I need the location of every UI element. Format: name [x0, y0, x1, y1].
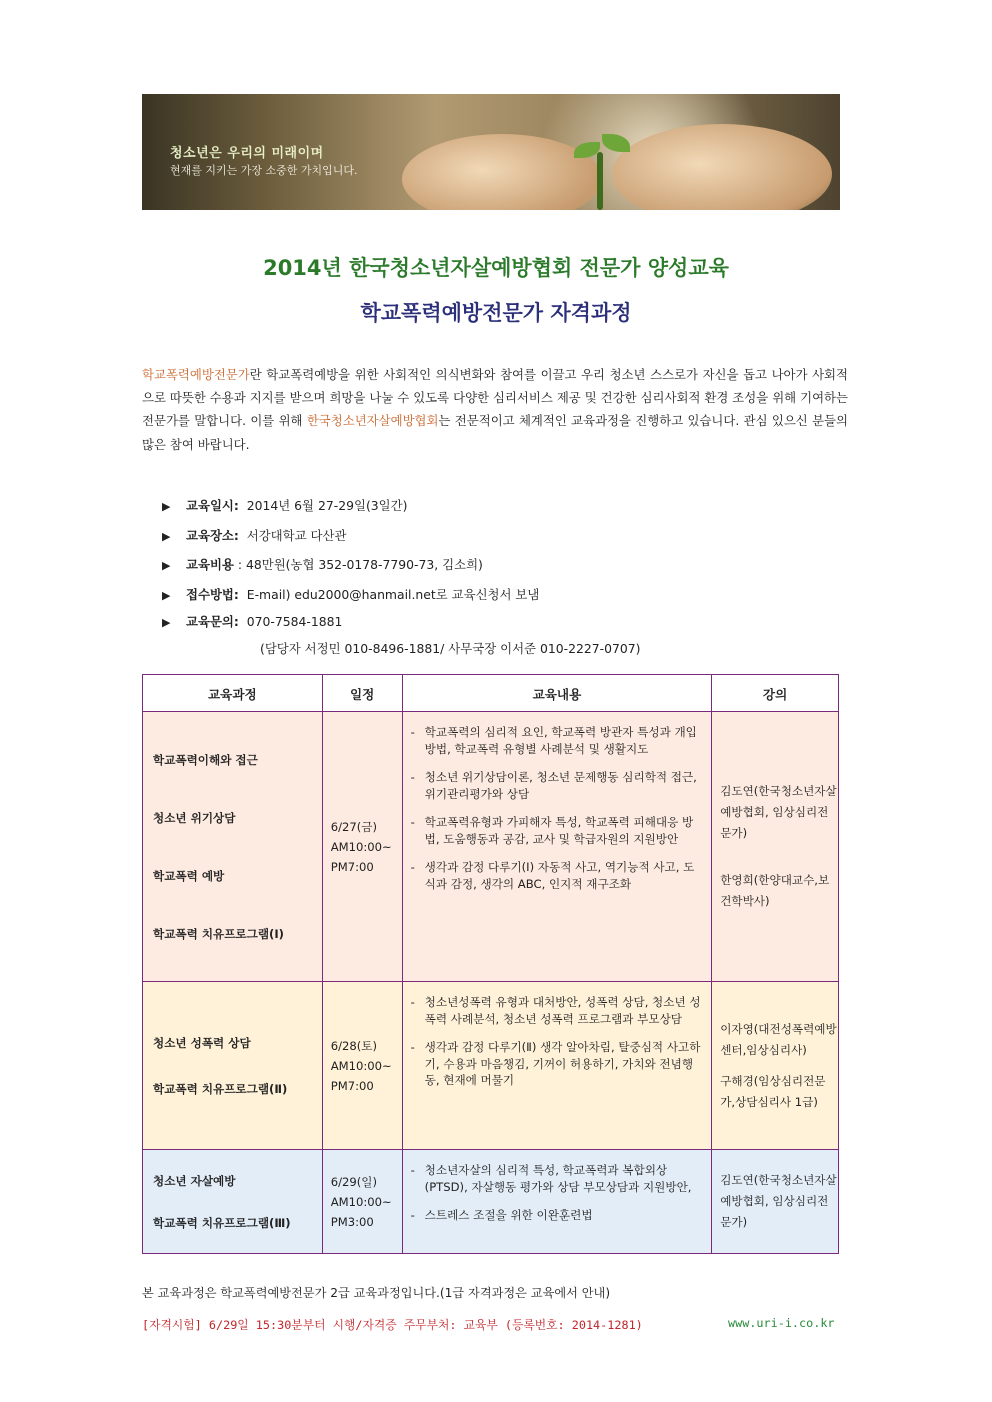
content-item: - 학교폭력의 심리적 요인, 학교폭력 방관자 특성과 개입방법, 학교폭력 유형별 사례분석 및 생활지도: [411, 724, 706, 757]
content-cell: [402, 982, 712, 1150]
info-label: 교육장소:: [186, 528, 239, 543]
content-item: - 학교폭력유형과 가피해자 특성, 학교폭력 피해대응 방법, 도움행동과 공감, 교사 및 학급자원의 지원방안: [411, 814, 706, 847]
schedule-date: 6/28(토): [330, 1038, 377, 1053]
course-name: 학교폭력 예방: [153, 868, 225, 883]
header-schedule: 일정: [322, 675, 402, 712]
sprout-stem: [597, 152, 603, 210]
lecturer-cell: [712, 982, 839, 1150]
right-hand-image: [612, 124, 832, 210]
course-cell: [143, 982, 323, 1150]
content-item: - 청소년자살의 심리적 특성, 학교폭력과 복합외상(PTSD), 자살행동 평가와 상담 부모상담과 지원방안,: [411, 1162, 706, 1195]
content-item: - 생각과 감정 다루기(Ⅱ) 생각 알아차림, 탈중심적 사고하기, 수용과 마음챙김, 기꺼이 허용하기, 가치와 전념행동, 현재에 머물기: [411, 1039, 706, 1089]
content-item: - 청소년 위기상담이론, 청소년 문제행동 심리학적 접근, 위기관리평가와 상담: [411, 769, 706, 802]
info-item-fee: [162, 555, 483, 573]
course-name: 학교폭력 치유프로그램(Ⅲ): [153, 1215, 291, 1230]
course-name: 학교폭력 치유프로그램(Ⅱ): [153, 1081, 288, 1096]
schedule-date: 6/27(금): [330, 819, 377, 834]
lecturer-name: 김도연(한국청소년자살예방협회, 임상심리전문가): [720, 784, 837, 840]
arrow-icon: ▶: [162, 500, 171, 513]
info-value: 서강대학교 다산관: [246, 528, 347, 543]
schedule-cell: [322, 1150, 402, 1254]
course-cell: [143, 712, 323, 982]
intro-highlight-association: 한국청소년자살예방협회: [306, 413, 439, 429]
arrow-icon: ▶: [162, 530, 171, 543]
info-label: 교육비용: [186, 557, 234, 572]
table-row: [143, 982, 839, 1150]
info-label: 교육일시:: [186, 498, 239, 513]
info-contact-persons: (담당자 서정민 010-8496-1881/ 사무국장 이서준 010-2227-0707): [260, 641, 641, 656]
schedule-time-start: AM10:00~: [330, 839, 392, 854]
intro-text-1: 란 학교폭력예방을 위한 사회적인 의식변화와 참여를 이끌고 우리 청소년 스스로가 자신을 돕고 나아가 사회적으로 따뜻한 수용과 지지를 받으며 희망을 나눌 수 있도록 다양한 심리서비스 제공 및 건강한 심리사회적 환경 조성을 위해 기여하는 전문가를 말합니다. 이를 위해: [142, 367, 848, 429]
content-cell: [402, 1150, 712, 1254]
content-text: 청소년성폭력 유형과 대처방안, 성폭력 상담, 청소년 성폭력 사례분석, 청소년 성폭력 프로그램과 부모상담: [424, 995, 701, 1026]
banner-line-2: 현재를 지키는 가장 소중한 가치입니다.: [170, 164, 358, 177]
course-name: 청소년 자살예방: [153, 1173, 236, 1188]
lecturer-name: 한영희(한양대교수,보건학박사): [720, 873, 830, 908]
schedule-time-end: PM7:00: [330, 1078, 374, 1093]
info-item-date: [162, 496, 407, 514]
header-lecturer: 강의: [712, 675, 839, 712]
exam-notice: [자격시험] 6/29일 15:30분부터 시행/자격증 주무부처: 교육부 (등록번호: 2014-1281): [142, 1318, 643, 1332]
page-title: 2014년 한국청소년자살예방협회 전문가 양성교육: [263, 256, 729, 280]
content-text: 생각과 감정 다루기(Ⅱ) 생각 알아차림, 탈중심적 사고하기, 수용과 마음챙김, 기꺼이 허용하기, 가치와 전념행동, 현재에 머물기: [424, 1040, 701, 1087]
info-label: 교육문의:: [186, 614, 239, 629]
website-link[interactable]: www.uri-i.co.kr: [728, 1316, 835, 1330]
course-level-note: 본 교육과정은 학교폭력예방전문가 2급 교육과정입니다.(1급 자격과정은 교육에서 안내): [142, 1286, 611, 1300]
content-item: - 청소년성폭력 유형과 대처방안, 성폭력 상담, 청소년 성폭력 사례분석, 청소년 성폭력 프로그램과 부모상담: [411, 994, 706, 1027]
schedule-date: 6/29(일): [330, 1174, 377, 1189]
table-row: [143, 1150, 839, 1254]
intro-text-2: 는 전문적이고 체계적인 교육과정을 진행하고 있습니다. 관심 있으신 분들의 많은 참여 바랍니다.: [142, 413, 848, 452]
info-value: 2014년 6월 27-29일(3일간): [246, 498, 408, 513]
table-row: [143, 712, 839, 982]
schedule-time-start: AM10:00~: [330, 1058, 392, 1073]
banner-line-1: 청소년은 우리의 미래이며: [170, 146, 324, 161]
content-text: 생각과 감정 다루기(Ⅰ) 자동적 사고, 역기능적 사고, 도식과 감정, 생각의 ABC, 인지적 재구조화: [424, 860, 695, 891]
schedule-cell: [322, 712, 402, 982]
content-text: 청소년자살의 심리적 특성, 학교폭력과 복합외상(PTSD), 자살행동 평가와 상담 부모상담과 지원방안,: [424, 1163, 692, 1194]
lecturer-name: 김도연(한국청소년자살예방협회, 임상심리전문가): [720, 1173, 837, 1229]
lecturer-cell: [712, 712, 839, 982]
arrow-icon: ▶: [162, 589, 171, 602]
info-value: 070-7584-1881: [246, 614, 343, 629]
info-item-place: [162, 526, 346, 544]
content-text: 학교폭력유형과 가피해자 특성, 학교폭력 피해대응 방법, 도움행동과 공감, 교사 및 학급자원의 지원방안: [424, 815, 694, 846]
intro-highlight-program: 학교폭력예방전문가: [142, 367, 250, 382]
arrow-icon: ▶: [162, 559, 171, 572]
header-course: 교육과정: [143, 675, 323, 712]
content-text: 스트레스 조절을 위한 이완훈련법: [424, 1208, 593, 1222]
lecturer-name: 구해경(임상심리전문가,상담심리사 1급): [720, 1073, 826, 1109]
content-item: - 생각과 감정 다루기(Ⅰ) 자동적 사고, 역기능적 사고, 도식과 감정, 생각의 ABC, 인지적 재구조화: [411, 859, 706, 892]
info-label: 접수방법:: [186, 587, 239, 602]
hero-banner: [142, 94, 840, 210]
page-subtitle: 학교폭력예방전문가 자격과정: [360, 301, 632, 325]
arrow-icon: ▶: [162, 616, 171, 629]
schedule-cell: [322, 982, 402, 1150]
table-header-row: [143, 675, 839, 712]
course-name: 청소년 성폭력 상담: [153, 1035, 251, 1050]
info-value: E-mail) edu2000@hanmail.net로 교육신청서 보냄: [246, 587, 540, 602]
lecturer-cell: [712, 1150, 839, 1254]
course-table: [142, 674, 839, 1254]
info-value: : 48만원(농협 352-0178-7790-73, 김소희): [237, 557, 483, 572]
content-text: 학교폭력의 심리적 요인, 학교폭력 방관자 특성과 개입방법, 학교폭력 유형별 사례분석 및 생활지도: [424, 725, 697, 756]
info-item-apply: [162, 585, 539, 603]
course-name: 학교폭력이해와 접근: [153, 752, 258, 767]
schedule-time-end: PM3:00: [330, 1214, 374, 1229]
schedule-time-end: PM7:00: [330, 859, 374, 874]
info-item-contact: [162, 612, 342, 630]
intro-paragraph: [142, 363, 848, 456]
course-name: 학교폭력 치유프로그램(Ⅰ): [153, 926, 284, 941]
lecturer-name: 이자영(대전성폭력예방센터,임상심리사): [720, 1021, 837, 1057]
header-content: 교육내용: [402, 675, 712, 712]
content-text: 청소년 위기상담이론, 청소년 문제행동 심리학적 접근, 위기관리평가와 상담: [424, 770, 697, 801]
course-name: 청소년 위기상담: [153, 810, 236, 825]
schedule-time-start: AM10:00~: [330, 1194, 392, 1209]
content-item: - 스트레스 조절을 위한 이완훈련법: [410, 1208, 593, 1222]
content-cell: [402, 712, 712, 982]
course-cell: [143, 1150, 323, 1254]
